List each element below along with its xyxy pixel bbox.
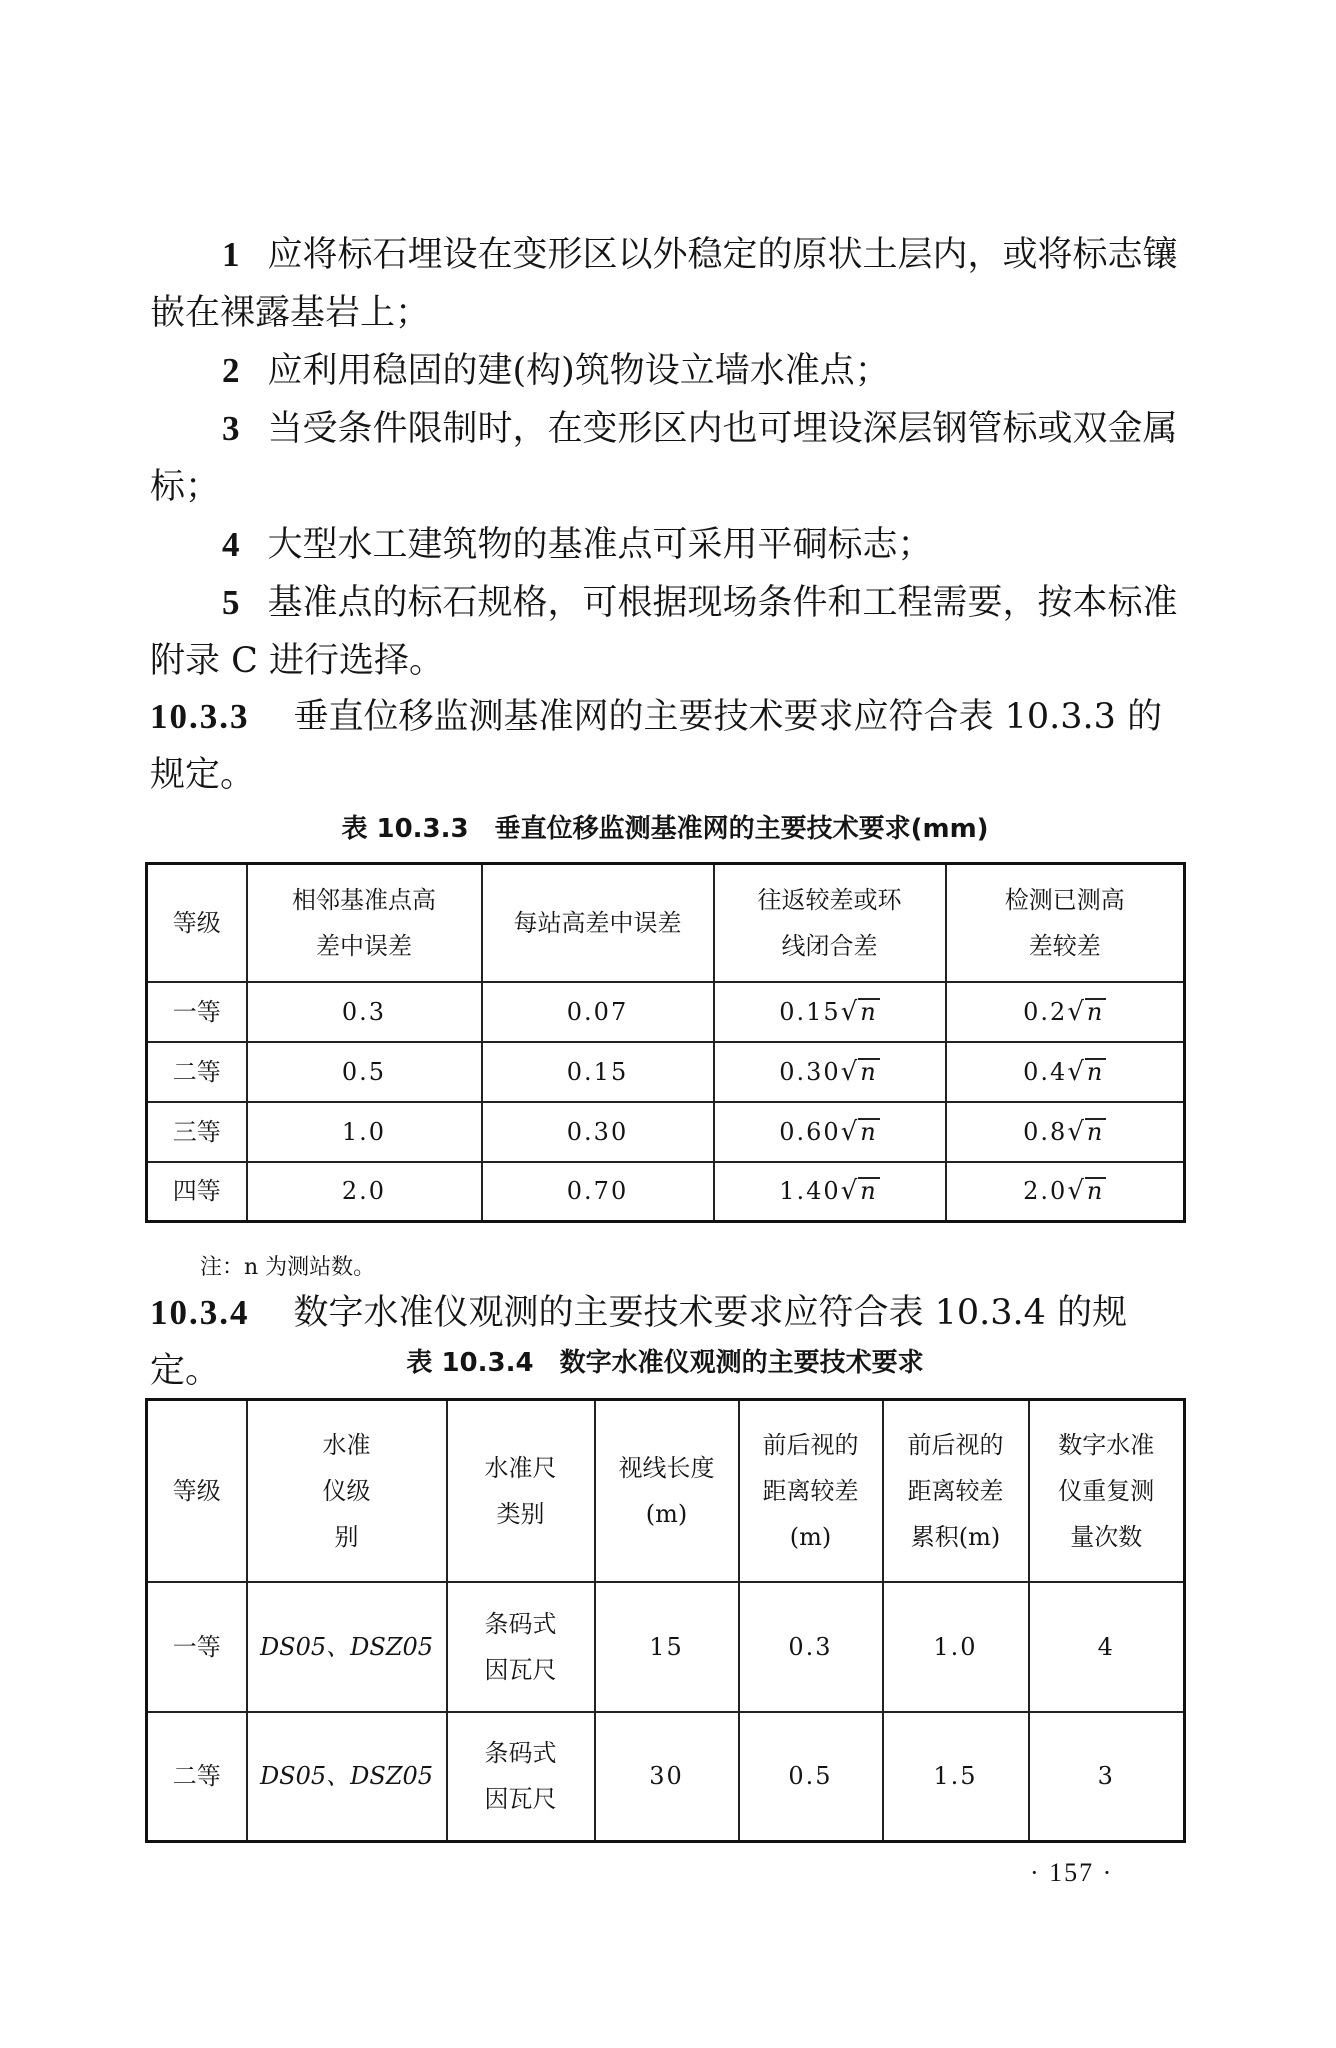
table-note: 注：n 为测站数。	[200, 1255, 376, 1280]
header-station-error: 每站高差中误差	[482, 864, 714, 982]
item-number: 2	[222, 351, 240, 390]
header-grade: 等级	[147, 1400, 247, 1582]
header-instrument: 水准仪级别	[247, 1400, 447, 1582]
sqrt-n: √n	[840, 1056, 878, 1087]
value-cell: 1.0	[247, 1102, 482, 1162]
grade-cell: 一等	[147, 982, 247, 1042]
value-coefficient: 0.8	[1023, 1117, 1068, 1146]
item-text: 当受条件限制时，在变形区内也可埋设深层钢管标或双金属标；	[150, 409, 1178, 507]
table-header-row	[147, 864, 1185, 982]
value-cell	[946, 1162, 1185, 1222]
sqrt-n: √n	[1067, 996, 1105, 1027]
table-row	[147, 1712, 1185, 1842]
sqrt-variable: n	[860, 1117, 878, 1146]
value-cell: 0.5	[247, 1042, 482, 1102]
grade-cell: 三等	[147, 1102, 247, 1162]
table-row	[147, 1162, 1185, 1222]
header-distance-cumulative: 前后视的距离较差累积(m)	[883, 1400, 1029, 1582]
table-row	[147, 982, 1185, 1042]
table-header-row	[147, 1400, 1185, 1582]
sqrt-variable: n	[1086, 1057, 1105, 1086]
value-cell	[946, 1102, 1185, 1162]
sight-cell: 30	[595, 1712, 739, 1842]
value-coefficient: 0.15	[779, 997, 841, 1026]
cum-cell: 1.5	[883, 1712, 1029, 1842]
sqrt-variable: n	[860, 997, 878, 1026]
header-repeat-count: 数字水准仪重复测量次数	[1029, 1400, 1185, 1582]
item-5	[150, 574, 1180, 690]
value-cell: 0.3	[247, 982, 482, 1042]
instrument-cell: DS05、DSZ05	[247, 1712, 447, 1842]
cum-cell: 1.0	[883, 1582, 1029, 1712]
value-coefficient: 0.30	[779, 1057, 841, 1086]
item-2	[150, 342, 1180, 400]
value-cell: 2.0	[247, 1162, 482, 1222]
header-sight-length: 视线长度(m)	[595, 1400, 739, 1582]
header-check-diff: 检测已测高差较差	[946, 864, 1185, 982]
clause-number: 10.3.4	[150, 1293, 250, 1332]
table-10-3-4	[145, 1398, 1186, 1843]
value-coefficient: 0.2	[1023, 997, 1068, 1026]
value-cell	[946, 982, 1185, 1042]
item-text: 基准点的标石规格，可根据现场条件和工程需要，按本标准附录 C 进行选择。	[150, 583, 1178, 681]
grade-cell: 四等	[147, 1162, 247, 1222]
clause-10-3-3	[150, 688, 1180, 804]
repeat-cell: 3	[1029, 1712, 1185, 1842]
instrument-cell: DS05、DSZ05	[247, 1582, 447, 1712]
value-cell: 0.15	[482, 1042, 714, 1102]
header-rod: 水准尺类别	[447, 1400, 595, 1582]
sqrt-n: √n	[840, 996, 878, 1027]
sqrt-n: √n	[1067, 1056, 1105, 1087]
item-number: 3	[222, 409, 240, 448]
value-cell	[714, 982, 946, 1042]
value-cell	[714, 1042, 946, 1102]
value-coefficient: 0.4	[1023, 1057, 1068, 1086]
sqrt-n: √n	[1067, 1116, 1105, 1147]
value-coefficient: 0.60	[779, 1117, 841, 1146]
value-cell: 0.30	[482, 1102, 714, 1162]
item-number: 5	[222, 583, 240, 622]
sight-cell: 15	[595, 1582, 739, 1712]
header-distance-diff: 前后视的距离较差(m)	[739, 1400, 883, 1582]
grade-cell: 一等	[147, 1582, 247, 1712]
table-10-3-4-caption: 表 10.3.4 数字水准仪观测的主要技术要求	[406, 1348, 924, 1378]
value-coefficient: 1.40	[779, 1177, 841, 1206]
value-cell	[714, 1162, 946, 1222]
header-adjacent-error: 相邻基准点高差中误差	[247, 864, 482, 982]
table-row	[147, 1582, 1185, 1712]
item-4	[150, 516, 1180, 574]
sqrt-n: √n	[840, 1116, 878, 1147]
sqrt-variable: n	[1086, 1177, 1105, 1206]
table-10-3-3-caption: 表 10.3.3 垂直位移监测基准网的主要技术要求(mm)	[341, 814, 989, 844]
clause-text: 垂直位移监测基准网的主要技术要求应符合表 10.3.3 的规定。	[150, 697, 1163, 795]
sqrt-variable: n	[860, 1057, 878, 1086]
sqrt-variable: n	[1086, 997, 1105, 1026]
repeat-cell: 4	[1029, 1582, 1185, 1712]
diff-cell: 0.3	[739, 1582, 883, 1712]
sqrt-n: √n	[1067, 1176, 1105, 1207]
item-1	[150, 226, 1180, 342]
grade-cell: 二等	[147, 1042, 247, 1102]
rod-cell: 条码式因瓦尺	[447, 1582, 595, 1712]
item-text: 应将标石埋设在变形区以外稳定的原状土层内，或将标志镶嵌在裸露基岩上；	[150, 235, 1178, 333]
page-number: · 157 ·	[1030, 1858, 1114, 1887]
sqrt-n: √n	[840, 1176, 878, 1207]
clause-number: 10.3.3	[150, 697, 250, 736]
item-3	[150, 400, 1180, 516]
rod-cell: 条码式因瓦尺	[447, 1712, 595, 1842]
header-closure: 往返较差或环线闭合差	[714, 864, 946, 982]
sqrt-variable: n	[1086, 1117, 1105, 1146]
value-cell	[714, 1102, 946, 1162]
sqrt-variable: n	[860, 1177, 878, 1206]
value-cell: 0.07	[482, 982, 714, 1042]
item-text: 大型水工建筑物的基准点可采用平硐标志；	[267, 525, 933, 565]
value-coefficient: 2.0	[1023, 1177, 1068, 1206]
item-number: 1	[222, 235, 240, 274]
table-row	[147, 1102, 1185, 1162]
item-number: 4	[222, 525, 240, 564]
grade-cell: 二等	[147, 1712, 247, 1842]
clause-text: 数字水准仪观测的主要技术要求应符合表 10.3.4 的规定。	[150, 1293, 1128, 1391]
table-row	[147, 1042, 1185, 1102]
table-10-3-3	[145, 862, 1186, 1223]
diff-cell: 0.5	[739, 1712, 883, 1842]
value-cell: 0.70	[482, 1162, 714, 1222]
value-cell	[946, 1042, 1185, 1102]
header-grade: 等级	[147, 864, 247, 982]
item-text: 应利用稳固的建(构)筑物设立墙水准点；	[267, 351, 890, 391]
